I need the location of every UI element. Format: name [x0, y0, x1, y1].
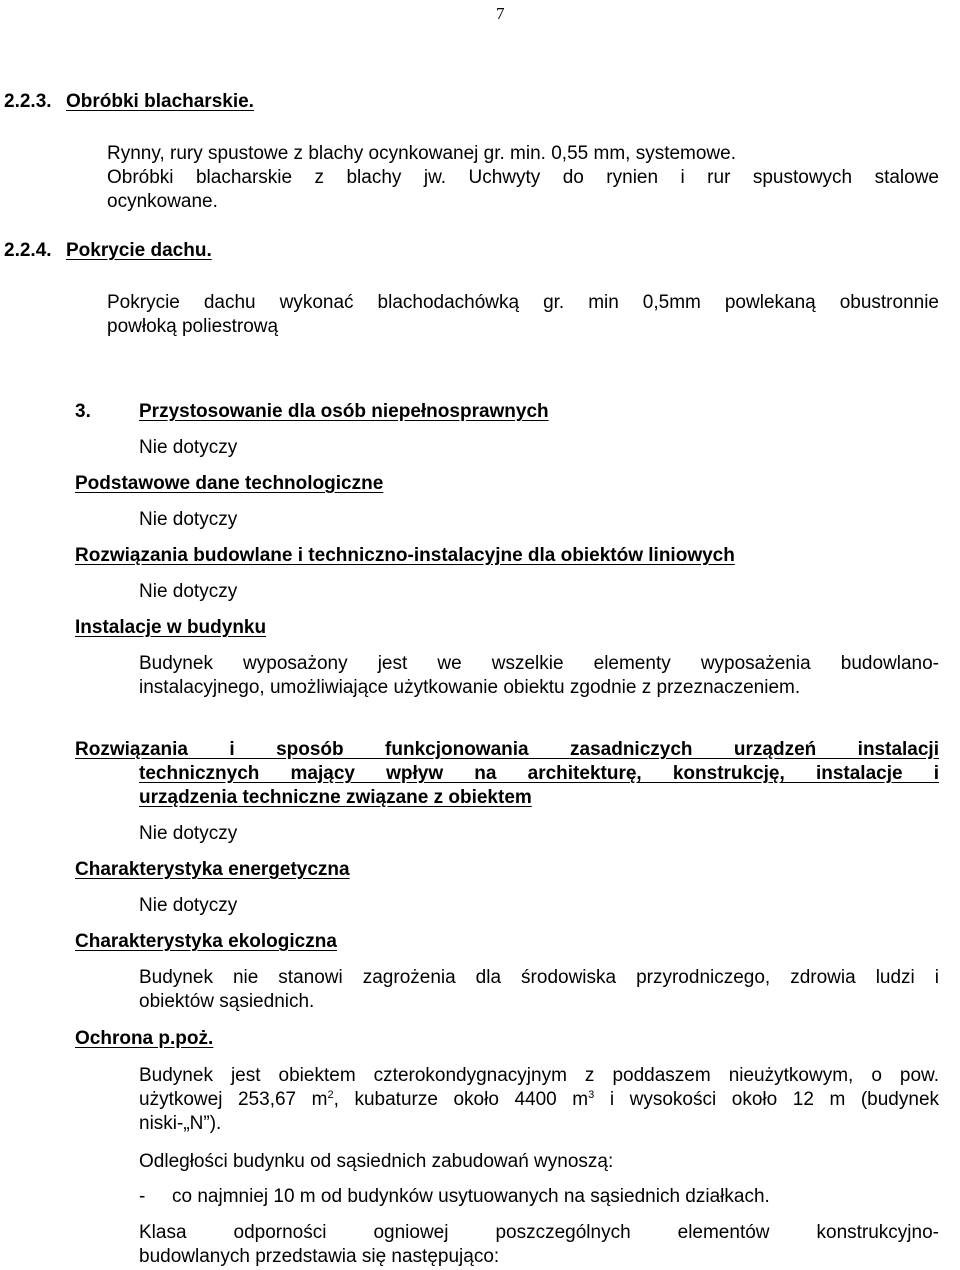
section-224-text-line2: powłoką poliestrową [107, 316, 279, 337]
section-3-text: Nie dotyczy [139, 437, 238, 458]
devices-title-line3: urządzenia techniczne związane z obiektem [139, 787, 532, 808]
page-number: 7 [496, 4, 505, 23]
section-3-title: Przystosowanie dla osób niepełnosprawnych [139, 401, 549, 422]
ecology-text-line1: Budynek nie stanowi zagrożenia dla środowiska przyrodniczego, zdrowia ludzi i [139, 967, 939, 988]
fire-text-line1: Budynek jest obiektem czterokondygnacyjnym z poddaszem nieużytkowym, o pow. [139, 1065, 939, 1086]
section-223-title: Obróbki blacharskie. [66, 91, 254, 112]
section-224-number: 2.2.4. [4, 240, 52, 261]
fire-text-line3: niski-„N”). [139, 1113, 222, 1134]
fire-text-line2: użytkowej 253,67 $m^2$, kubaturze około 4400 $m^3$ i wysokości około 12 m (budynek [139, 1089, 940, 1110]
linear-objects-title: Rozwiązania budowlane i techniczno-instalacyjne dla obiektów liniowych [75, 545, 735, 566]
section-223-text-line2: Obróbki blacharskie z blachy jw. Uchwyty do rynien i rur spustowych stalowe [107, 167, 939, 188]
section-223-text-line1: Rynny, rury spustowe z blachy ocynkowanej gr. min. 0,55 mm, systemowe. [107, 143, 737, 164]
basic-data-title: Podstawowe dane technologiczne [75, 473, 384, 494]
section-224-text-line1: Pokrycie dachu wykonać blachodachówką gr. min 0,5mm powlekaną obustronnie [107, 292, 939, 313]
fire-protection-title: Ochrona p.poż. [75, 1028, 214, 1049]
ecology-text-line2: obiektów sąsiednich. [139, 991, 315, 1012]
section-223-text-line3: ocynkowane. [107, 191, 218, 212]
energy-title: Charakterystyka energetyczna [75, 859, 350, 880]
ecology-title: Charakterystyka ekologiczna [75, 931, 337, 952]
section-224-title: Pokrycie dachu. [66, 240, 212, 261]
section-223-number: 2.2.3. [4, 91, 52, 112]
devices-text: Nie dotyczy [139, 823, 238, 844]
energy-text: Nie dotyczy [139, 895, 238, 916]
devices-title-line1: Rozwiązania i sposób funkcjonowania zasadniczych urządzeń instalacji [75, 739, 939, 760]
fire-class-text-line2: budowlanych przedstawia się następująco: [139, 1246, 500, 1267]
fire-class-text-line1: Klasa odporności ogniowej poszczególnych elementów konstrukcyjno- [139, 1222, 939, 1243]
installations-title: Instalacje w budynku [75, 617, 267, 638]
bullet-dash: - [139, 1186, 146, 1207]
fire-distance-text: Odległości budynku od sąsiednich zabudowań wynoszą: [139, 1151, 614, 1172]
linear-objects-text: Nie dotyczy [139, 581, 238, 602]
devices-title-line2: technicznych mający wpływ na architekturę, konstrukcję, instalacje i [139, 763, 939, 784]
installations-text-line2: instalacyjnego, umożliwiające użytkowanie obiektu zgodnie z przeznaczeniem. [139, 677, 801, 698]
fire-distance-item: co najmniej 10 m od budynków usytuowanych na sąsiednich działkach. [172, 1186, 770, 1207]
installations-text-line1: Budynek wyposażony jest we wszelkie elementy wyposażenia budowlano- [139, 653, 939, 674]
section-3-number: 3. [75, 401, 91, 422]
basic-data-text: Nie dotyczy [139, 509, 238, 530]
